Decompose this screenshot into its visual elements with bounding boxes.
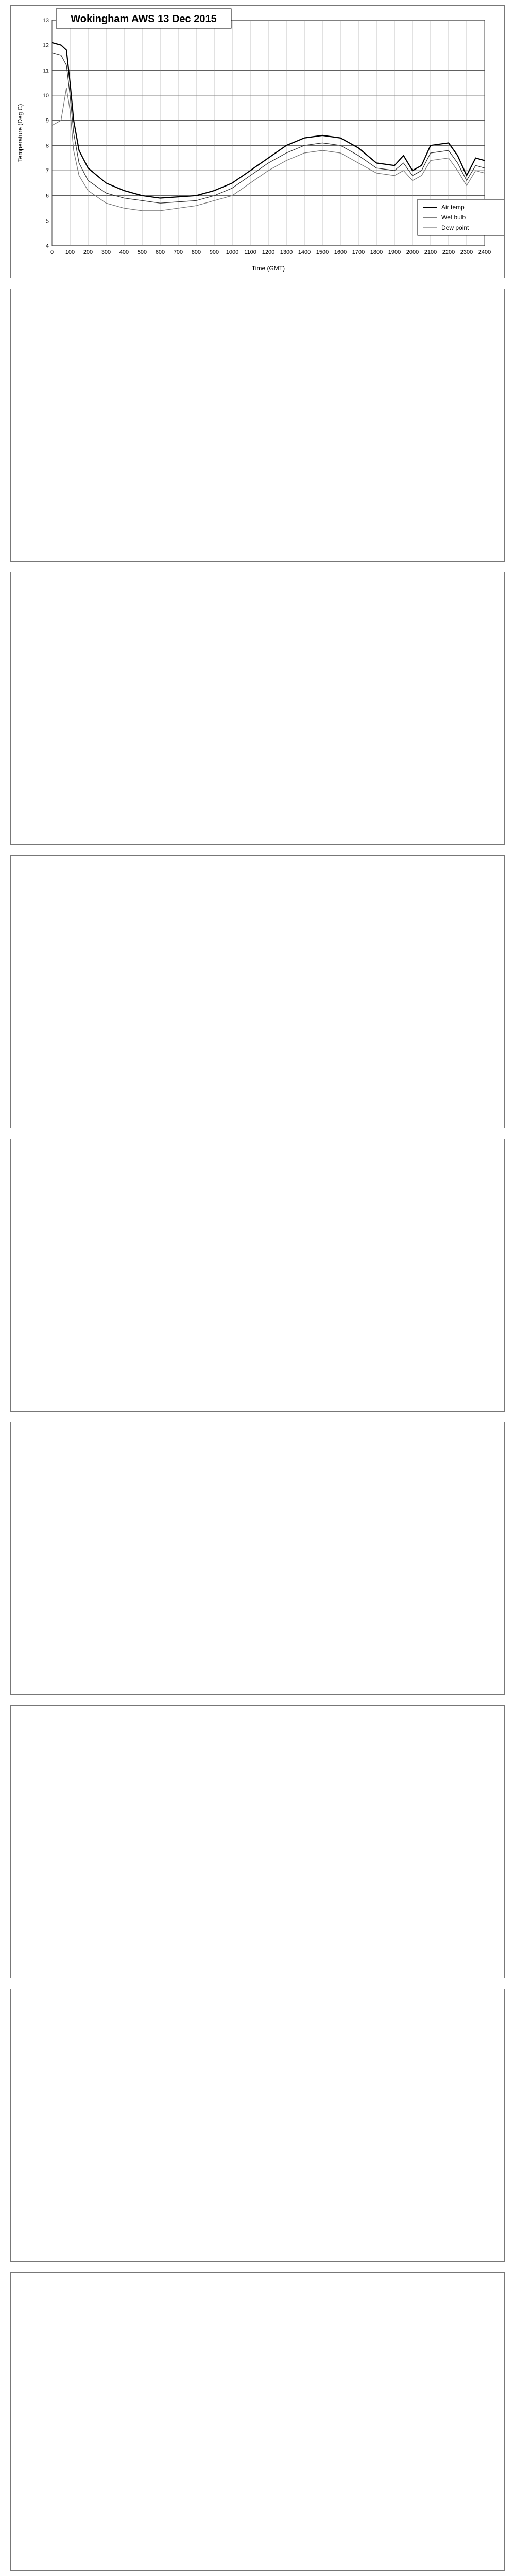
- x-tick-label: 1600: [334, 249, 347, 256]
- temperature-panel: [10, 5, 505, 278]
- y-tick-label: 9: [45, 117, 49, 124]
- y-axis-label: Temperature (Deg C): [16, 104, 24, 162]
- legend-label: Wet bulb: [441, 214, 466, 221]
- x-tick-label: 1800: [370, 249, 383, 256]
- wind-speed-panel: [10, 2272, 505, 2571]
- y-tick-label: 7: [45, 168, 49, 174]
- pressure-chart: [11, 856, 504, 1128]
- sunshine-chart: [11, 1706, 504, 1978]
- x-tick-label: 600: [155, 249, 165, 256]
- y-tick-label: 4: [45, 243, 49, 249]
- legend-label: Dew point: [441, 224, 469, 231]
- y-tick-label: 8: [45, 143, 49, 149]
- wind-direction-panel: [10, 1989, 505, 2262]
- grass-temp-chart: [11, 1139, 504, 1411]
- x-tick-label: 1700: [352, 249, 365, 256]
- mixing-ratio-chart: [11, 572, 504, 844]
- y-tick-label: 11: [43, 67, 49, 74]
- x-tick-label: 1400: [298, 249, 311, 256]
- pressure-panel: [10, 855, 505, 1128]
- x-tick-label: 700: [173, 249, 183, 256]
- x-tick-label: 200: [83, 249, 93, 256]
- rainfall-panel: [10, 1422, 505, 1695]
- x-tick-label: 500: [137, 249, 147, 256]
- mixing-ratio-panel: [10, 572, 505, 845]
- x-tick-label: 1300: [280, 249, 293, 256]
- temperature-chart: [11, 6, 504, 278]
- y-tick-label: 10: [42, 93, 49, 99]
- sunshine-panel: [10, 1705, 505, 1978]
- x-tick-label: 2000: [406, 249, 419, 256]
- x-tick-label: 800: [191, 249, 201, 256]
- x-axis-label: Time (GMT): [251, 265, 285, 272]
- x-tick-label: 1900: [388, 249, 401, 256]
- y-tick-label: 12: [42, 42, 49, 49]
- x-tick-label: 400: [119, 249, 129, 256]
- y-tick-label: 5: [45, 218, 49, 225]
- x-tick-label: 1100: [244, 249, 256, 256]
- y-tick-label: 6: [45, 193, 49, 199]
- x-tick-label: 1200: [262, 249, 275, 256]
- x-tick-label: 0: [50, 249, 54, 256]
- x-tick-label: 2300: [460, 249, 473, 256]
- x-tick-label: 2200: [442, 249, 455, 256]
- y-tick-label: 13: [42, 18, 49, 24]
- x-tick-label: 900: [209, 249, 219, 256]
- x-tick-label: 100: [65, 249, 75, 256]
- x-tick-label: 300: [101, 249, 111, 256]
- rainfall-chart: [11, 1422, 504, 1694]
- x-tick-label: 2100: [424, 249, 437, 256]
- grass-temp-panel: [10, 1139, 505, 1412]
- legend-label: Air temp: [441, 204, 465, 211]
- wind-direction-chart: [11, 1989, 504, 2261]
- chart-title: Wokingham AWS 13 Dec 2015: [71, 13, 217, 25]
- x-tick-label: 1500: [316, 249, 329, 256]
- wind-speed-chart: [11, 2273, 504, 2570]
- x-tick-label: 2400: [478, 249, 491, 256]
- humidity-chart: [11, 289, 504, 561]
- humidity-panel: [10, 289, 505, 562]
- x-tick-label: 1000: [226, 249, 239, 256]
